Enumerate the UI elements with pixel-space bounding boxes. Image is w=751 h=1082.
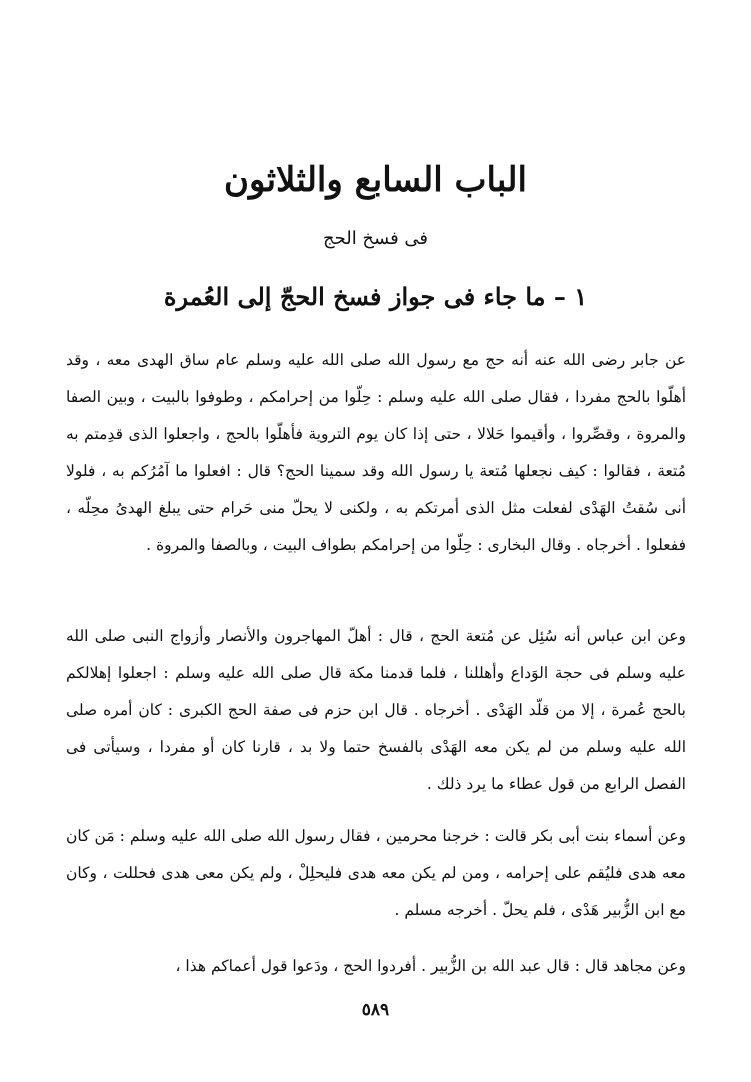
paragraph-mujahid-hadith: وعن مجاهد قال : قال عبد الله بن الزُّبير . أفردوا الحج ، ودَعوا قول أعماكم هذا ،: [175, 957, 686, 975]
chapter-subtitle: فى فسخ الحج: [322, 228, 429, 249]
paragraph-jabir-hadith: عن جابر رضى الله عنه أنه حج مع رسول الله صلى الله عليه وسلم عام ساق الهدى معه ، وقد أهلّوا بالحج مفردا ، فقال صلى الله عليه وسلم : حِلّوا من إحرامكم ، وطوفوا بالبيت ، وبين الصفا والمروة ، وقصِّروا ، وأقيموا حَلالا ، حتى إذا كان يوم التروية فأهلّوا بالحج ، واجعلوا الذى قدِمتم به مُتعة ، فقالوا : كيف نجعلها مُتعة يا رسول الله وقد سمينا الحج؟ قال : افعلوا ما آمُرُكم به ، فلولا أنى سُقتُ الهَدْى لفعلت مثل الذى أمرتكم به ، ولكنى لا يحلّ منى حَرام حتى يبلغ الهدىُ محِلّه ، ففعلوا . أخرجاه . وقال البخارى : حِلّوا من إحرامكم بطواف البيت ، وبالصفا والمروة .: [66, 351, 686, 554]
page-number: ٥٨٩: [361, 1000, 390, 1020]
chapter-title: الباب السابع والثلاثون: [224, 160, 527, 200]
paragraph-ibn-abbas-hadith: وعن ابن عباس أنه سُئِل عن مُتعة الحج ، قال : أهلّ المهاجرون والأنصار وأزواج النبى صلى الله عليه وسلم فى حجة الوَداع وأهللنا ، فلما قدمنا مكة قال صلى الله عليه وسلم : اجعلوا إهلالكم بالحج عُمرة ، إلا من قلّد الهَدْى . أخرجاه . قال ابن حزم فى صفة الحج الكبرى : كان أمره صلى الله عليه وسلم من لم يكن معه الهَدْى بالفسخ حتما ولا بد ، قارنا كان أو مفردا ، وسيأتى فى الفصل الرابع من قول عطاء ما يرد ذلك .: [66, 627, 687, 793]
section-heading: ١ – ما جاء فى جواز فسخ الحجّ إلى العُمرة: [163, 282, 588, 311]
paragraph-asma-hadith: وعن أسماء بنت أبى بكر قالت : خرجنا محرمين ، فقال رسول الله صلى الله عليه وسلم : مَن كان معه هدى فليُقم على إحرامه ، ومن لم يكن معه هدى فليحلِلْ ، ولم يكن معى هدى فحللت ، وكان مع ابن الزُّبير هَدْى ، فلم يحلّ . أخرجه مسلم .: [66, 827, 686, 919]
